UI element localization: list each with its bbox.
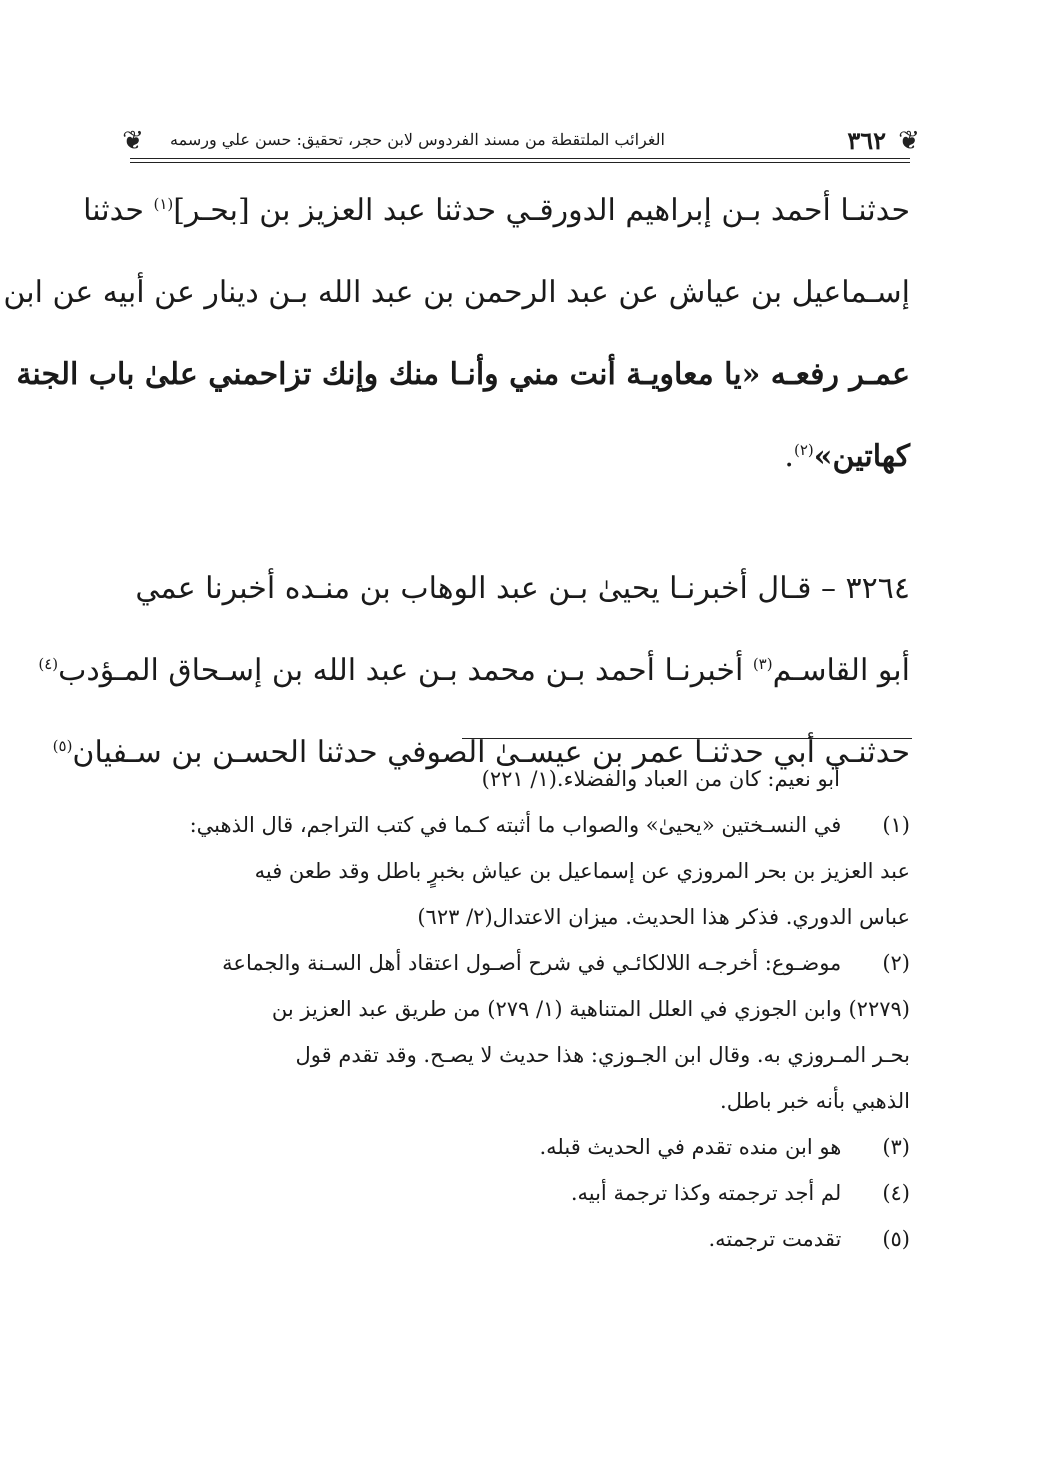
footnote-ref: (٣) — [752, 655, 773, 673]
footnote-number: (٣) — [882, 1135, 910, 1159]
text-line: ٣٢٦٤ – قـال أخبرنـا يحيىٰ بـن عبد الوهاب بن منـده أخبرنا عمي — [135, 571, 910, 606]
footnote-line: بحـر المـروزي به. وقال ابن الجـوزي: هذا حديث لا يصـح. وقد تقدم قول — [295, 1043, 910, 1067]
footnote-number: (١) — [882, 813, 910, 837]
text-line: حدثنـا أحمد بـن إبراهيم الدورقـي حدثنا عبد العزيز بن [بحـر]$^{(١)}$ حدثنا — [83, 193, 910, 228]
footnote-ref: (٤) — [38, 655, 59, 673]
text-line: عمـر رفعـه «يا معاويـة أنت مني وأنـا منك وإنك تزاحمني علىٰ باب الجنة — [16, 357, 910, 392]
header-rule — [130, 158, 910, 159]
footnote-line: (١) في النسـختين «يحيىٰ» والصواب ما أثبته كـما في كتب التراجم، قال الذهبي: — [130, 802, 910, 848]
footnote-line: (٢٢٧٩) وابن الجوزي في العلل المتناهية (١/ ٢٧٩) من طريق عبد العزيز بن — [271, 997, 910, 1021]
footnote-line: (٥) تقدمت ترجمته. — [130, 1216, 910, 1262]
text-line: حدثنـي أبي حدثنـا عمر بن عيسـىٰ الصوفي حدثنا الحسـن بن سـفيان$^{(٥)}$ — [52, 735, 910, 770]
footnote-number: (٢) — [882, 951, 910, 975]
page-header — [122, 118, 920, 166]
footnote-line: الذهبي بأنه خبر باطل. — [720, 1089, 910, 1113]
footnote-line: (٣) هو ابن منده تقدم في الحديث قبله. — [130, 1124, 910, 1170]
footnote-line: (٢) موضـوع: أخرجـه اللالكائـي في شرح أصـول اعتقاد أهل السـنة والجماعة — [130, 940, 910, 986]
footnote-ref: (٢) — [793, 441, 814, 459]
page-number: ٣٦٢ — [847, 126, 886, 155]
text-line: كهاتين»$^{(٢)}$. — [784, 439, 910, 474]
main-text — [3, 176, 910, 800]
paragraph-gap — [130, 504, 910, 554]
footnote-ref: (٥) — [52, 737, 73, 755]
ornament-right-icon: ❦ — [898, 126, 920, 156]
text-line: إسـماعيل بن عياش عن عبد الرحمن بن عبد الله بـن دينار عن أبيه عن ابن — [3, 275, 910, 310]
footnote-separator — [462, 738, 912, 739]
footnote-line: عباس الدوري. فذكر هذا الحديث. ميزان الاعتدال(٢/ ٦٢٣) — [417, 905, 910, 929]
footnote-number: (٥) — [882, 1227, 910, 1251]
footnote-line: (٤) لم أجد ترجمته وكذا ترجمة أبيه. — [130, 1170, 910, 1216]
footnote-number: (٤) — [882, 1181, 910, 1205]
footnote-carryover: أبو نعيم: كان من العباد والفضلاء.(١/ ٢٢١) — [481, 767, 840, 791]
footnote-line: عبد العزيز بن بحر المروزي عن إسماعيل بن عياش بخبرٍ باطل وقد طعن فيه — [254, 859, 910, 883]
footnotes — [130, 756, 910, 1262]
running-title: الغرائب الملتقطة من مسند الفردوس لابن حجر، تحقيق: حسن علي ورسمه — [170, 130, 665, 149]
text-line: أبو القاسـم$^{(٣)}$ أخبرنـا أحمد بـن محمد بـن عبد الله بن إسـحاق المـؤدب$^{(٤)}$ — [38, 653, 910, 688]
header-rule-thin — [130, 162, 910, 163]
ornament-left-icon: ❦ — [122, 126, 144, 156]
footnote-ref: (١) — [153, 195, 174, 213]
